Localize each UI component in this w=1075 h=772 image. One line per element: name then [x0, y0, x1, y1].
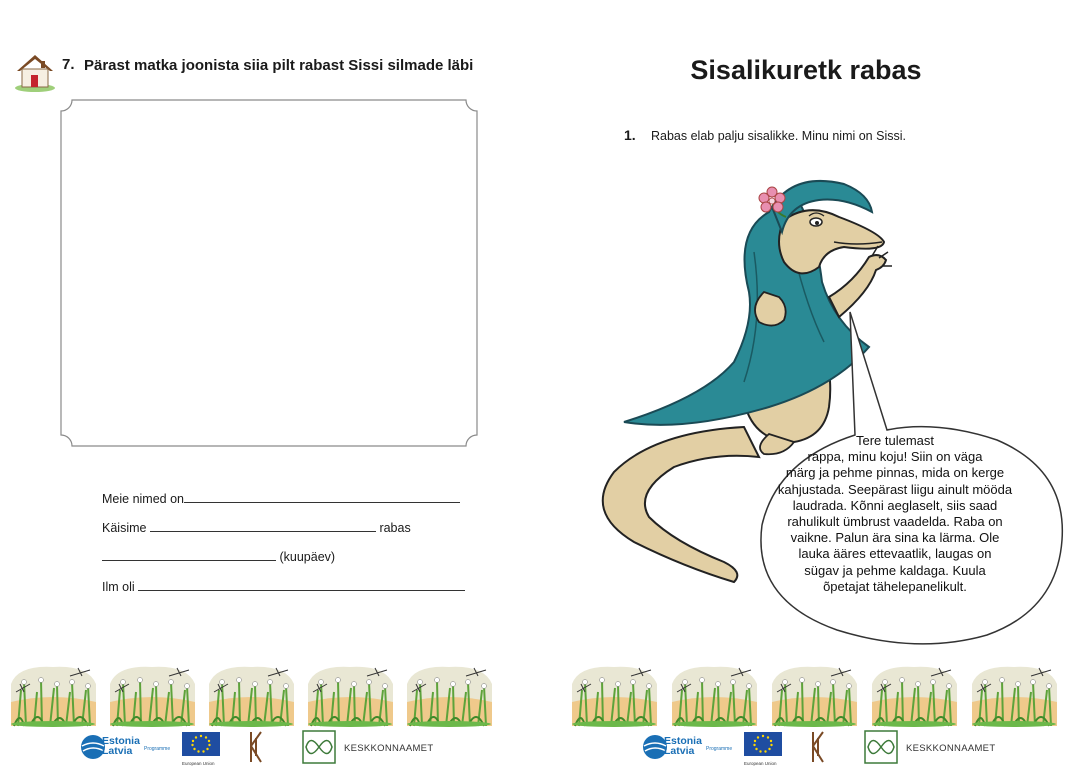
bubble-line: laudrada. Kõnni aeglaselt, siis saad: [792, 497, 998, 513]
leaf-emblem-icon: [302, 730, 336, 764]
task-number: 7.: [62, 56, 75, 73]
speech-bubble-text: [757, 433, 1033, 595]
estonia-latvia-logo: [642, 732, 738, 764]
sponsor-logos: [80, 730, 460, 768]
house-icon: [14, 52, 56, 92]
visited-suffix: rabas: [379, 521, 411, 535]
visited-line[interactable]: [150, 519, 376, 532]
eu-caption: European Union: [744, 761, 777, 766]
estonia-latvia-logo: [80, 732, 176, 764]
eu-caption: European Union: [182, 761, 215, 766]
programme-line2: Latvia: [102, 745, 133, 757]
names-line[interactable]: [184, 490, 460, 503]
drawing-frame[interactable]: [60, 99, 478, 447]
bubble-line: õpetajat tähelepanelikult.: [823, 578, 967, 594]
eu-flag-icon: [182, 732, 220, 756]
date-line[interactable]: [102, 548, 276, 561]
weather-line[interactable]: [138, 578, 465, 591]
date-label: (kuupäev): [279, 550, 336, 564]
meadow-strip: [569, 662, 1069, 728]
programme-line2: Latvia: [664, 745, 695, 757]
visited-label: Käisime: [102, 521, 147, 535]
eu-logo: [182, 732, 222, 766]
bubble-line: rahulikult ümbrust vaadelda. Raba on: [787, 514, 1003, 530]
kk-logo: [810, 730, 826, 769]
bubble-line: rappa, minu koju! Siin on väga: [807, 449, 983, 465]
agency-name: KESKKONNAAMET: [906, 743, 996, 754]
weather-row: [102, 578, 465, 594]
programme-line1: Estonia: [664, 735, 702, 747]
date-row: [102, 548, 335, 564]
task-number: 1.: [624, 127, 636, 143]
keskkonnaamet-emblem: [302, 730, 336, 769]
bubble-line: sügav ja pehme kaldaga. Kuula: [804, 562, 986, 578]
bubble-line: vaikne. Palun ära sina ka lärma. Ole: [790, 530, 1000, 546]
bubble-line: märg ja pehme pinnas, mida on kerge: [785, 465, 1005, 481]
programme-line1: Estonia: [102, 735, 140, 747]
kk-logo: [248, 730, 264, 769]
keskkonnaamet-emblem: [864, 730, 898, 769]
left-page: [0, 0, 537, 772]
visited-row: [102, 519, 411, 535]
names-label: Meie nimed on: [102, 492, 184, 506]
task-text: Rabas elab palju sisalikke. Minu nimi on Sissi.: [651, 129, 906, 143]
bubble-line: kahjustada. Seepärast liigu ainult mööda: [777, 481, 1013, 497]
task-title: Pärast matka joonista siia pilt rabast Sissi silmade läbi: [84, 57, 474, 74]
bubble-line: lauka ääres ettevaatlik, laugas on: [798, 546, 992, 562]
page-title: Sisalikuretk rabas: [690, 55, 922, 85]
bubble-line: Tere tulemast: [855, 433, 935, 448]
meadow-illustration: [8, 662, 503, 728]
weather-label: Ilm oli: [102, 580, 135, 594]
sponsor-logos: [642, 730, 1022, 768]
kk-mark-icon: [810, 730, 826, 764]
programme-small: Programme: [144, 746, 171, 752]
names-row: [102, 490, 460, 506]
kk-mark-icon: [248, 730, 264, 764]
eu-logo: [744, 732, 784, 766]
meadow-strip: [8, 662, 503, 728]
right-page: [537, 0, 1075, 772]
eu-flag-icon: [744, 732, 782, 756]
agency-name: KESKKONNAAMET: [344, 743, 434, 754]
leaf-emblem-icon: [864, 730, 898, 764]
programme-small: Programme: [706, 746, 733, 752]
meadow-illustration: [569, 662, 1069, 728]
